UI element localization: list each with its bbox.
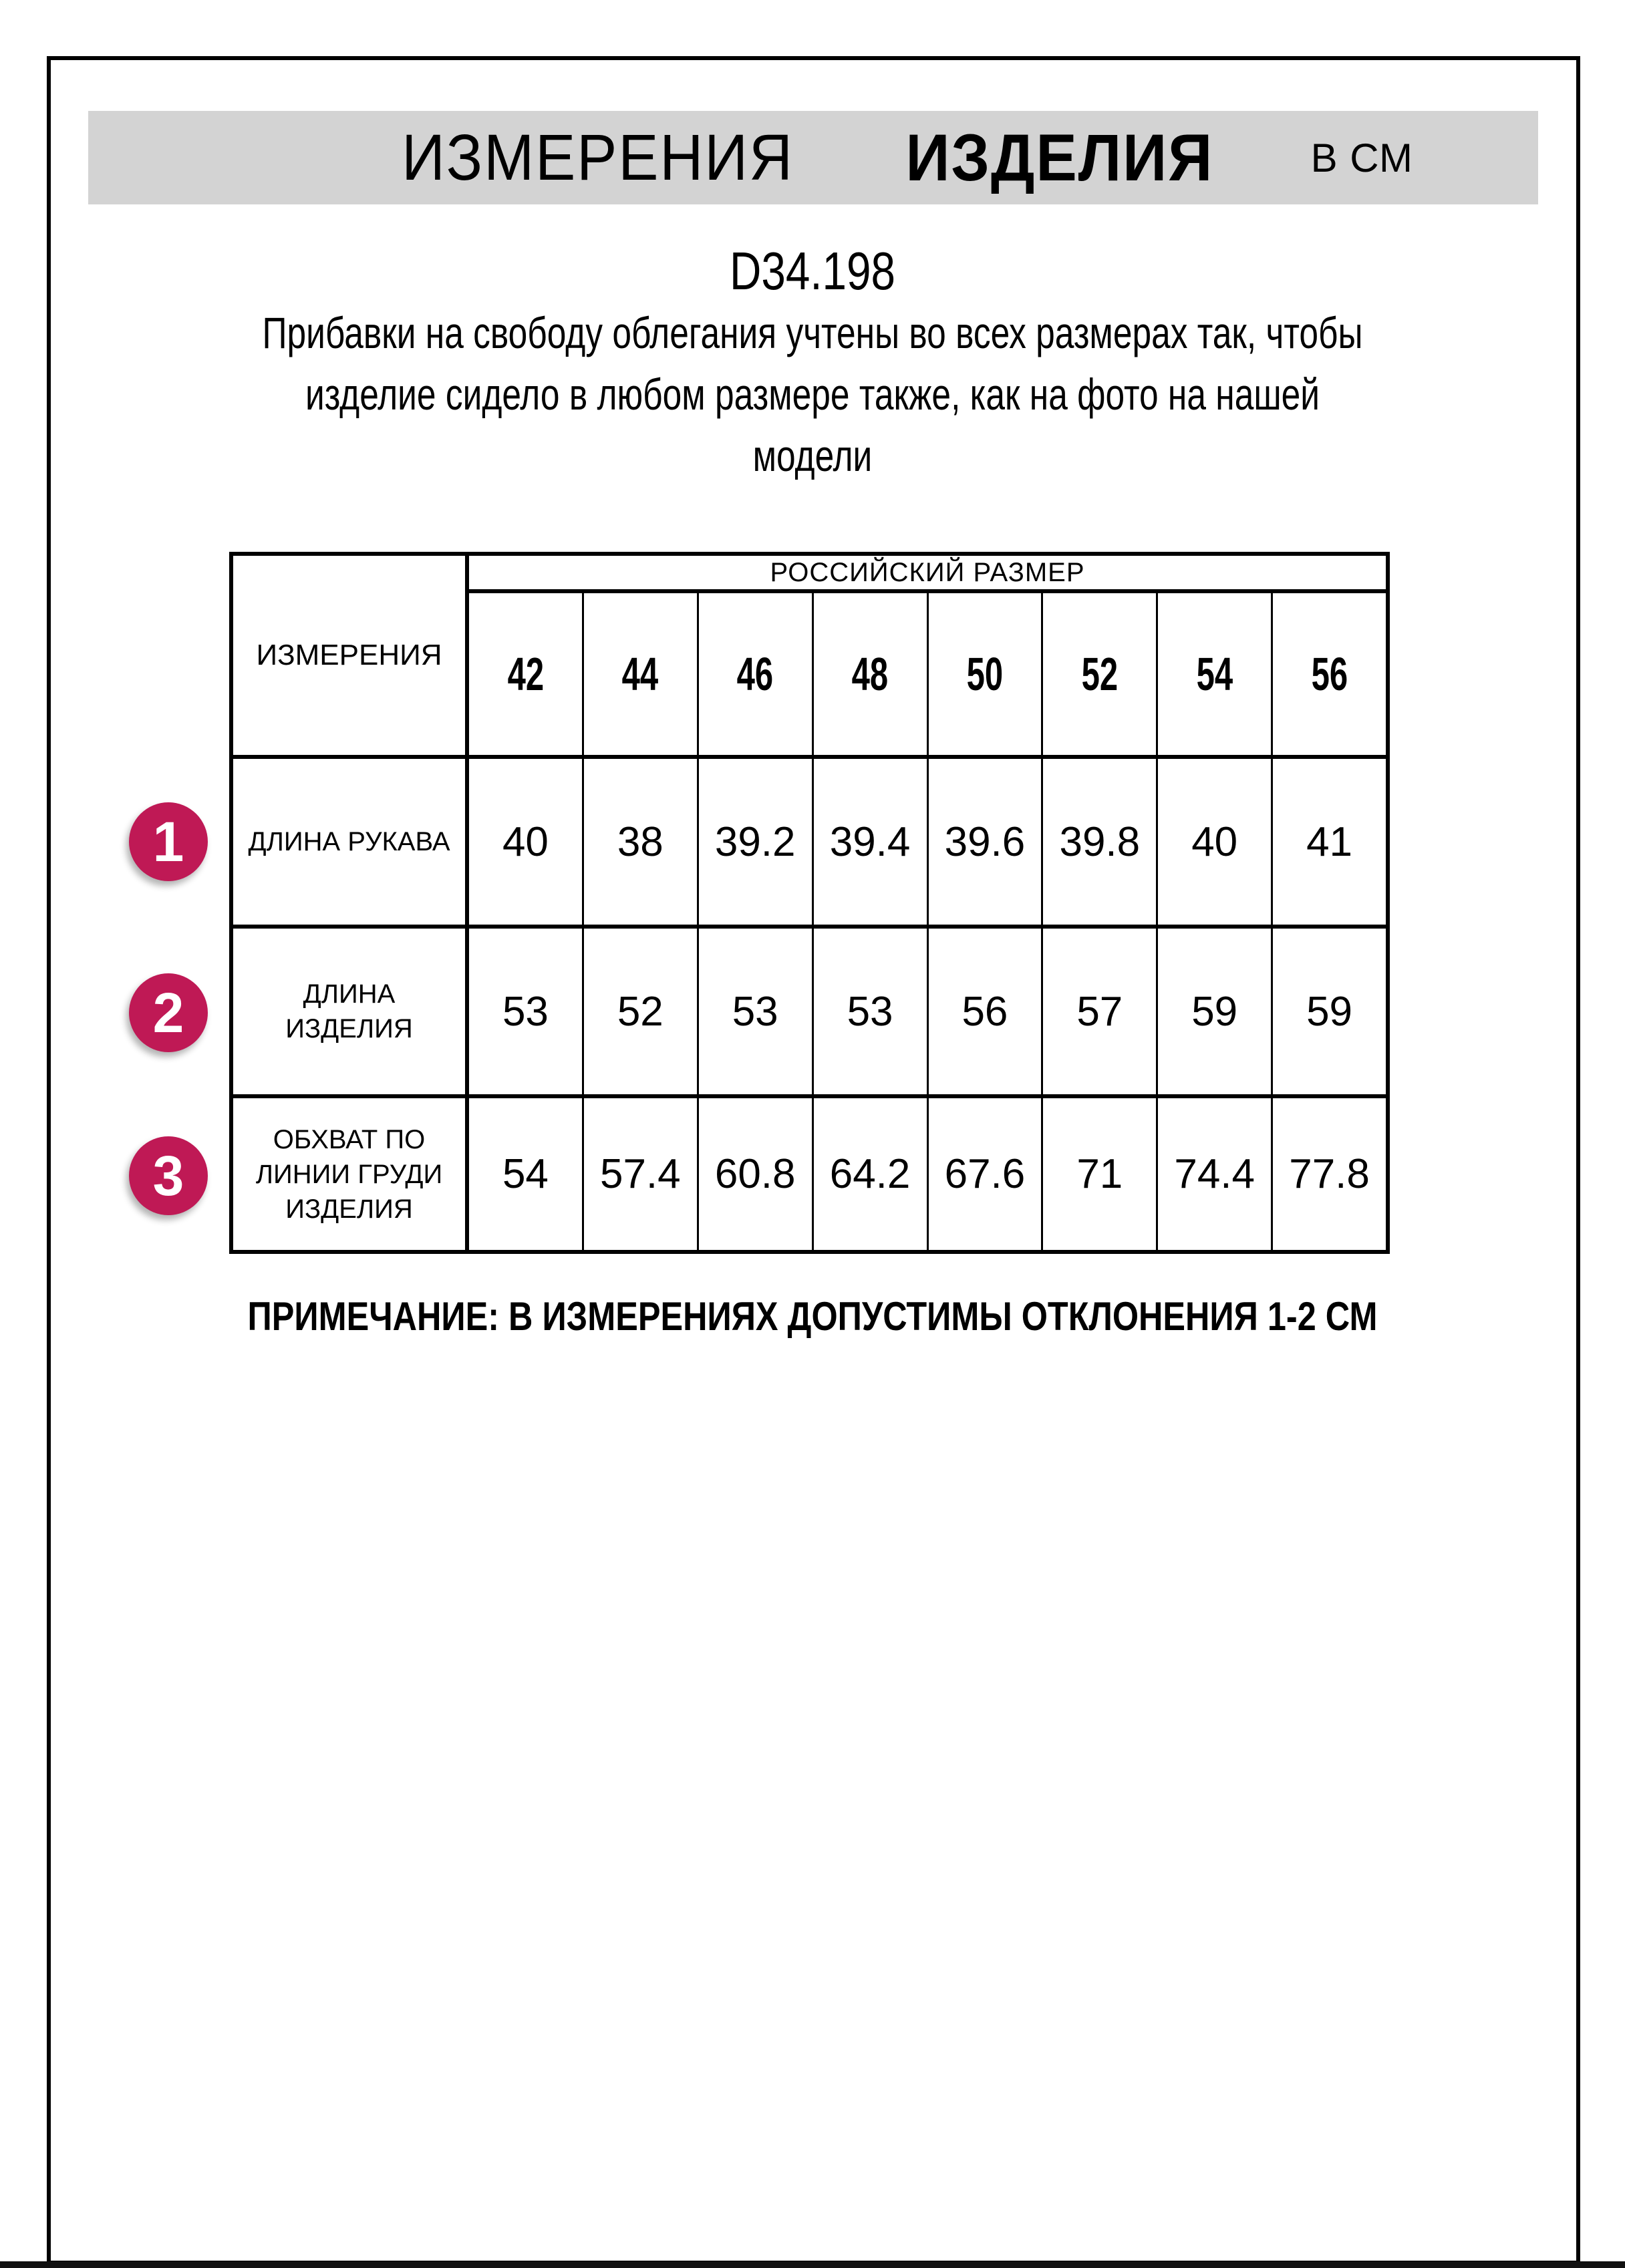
row-label-garment-length: ДЛИНА ИЗДЕЛИЯ xyxy=(233,929,467,1094)
size-column-header: 48 xyxy=(814,593,927,755)
table-value: 40 xyxy=(1158,759,1271,925)
table-value: 39.6 xyxy=(929,759,1042,925)
size-column-header: 46 xyxy=(699,593,812,755)
table-value: 54 xyxy=(469,1098,582,1250)
table-value: 71 xyxy=(1043,1098,1156,1250)
table-value: 77.8 xyxy=(1273,1098,1386,1250)
size-column-header: 42 xyxy=(469,593,582,755)
table-value: 57 xyxy=(1043,929,1156,1094)
table-value: 53 xyxy=(699,929,812,1094)
table-value: 57.4 xyxy=(584,1098,697,1250)
row-label-chest-girth: ОБХВАТ ПО ЛИНИИ ГРУДИ ИЗДЕЛИЯ xyxy=(233,1098,467,1250)
table-value: 59 xyxy=(1273,929,1386,1094)
table-value: 60.8 xyxy=(699,1098,812,1250)
size-column-header: 50 xyxy=(929,593,1042,755)
fit-description xyxy=(179,302,1447,486)
table-value: 41 xyxy=(1273,759,1386,925)
table-value: 74.4 xyxy=(1158,1098,1271,1250)
size-column-header: 54 xyxy=(1158,593,1271,755)
title-word-product: ИЗДЕЛИЯ xyxy=(905,120,1214,194)
size-column-header: 52 xyxy=(1043,593,1156,755)
table-value: 52 xyxy=(584,929,697,1094)
table-value: 39.8 xyxy=(1043,759,1156,925)
title-word-measurements: ИЗМЕРЕНИЯ xyxy=(402,121,794,194)
table-size-group-header: РОССИЙСКИЙ РАЗМЕР xyxy=(469,556,1386,589)
size-column-header: 44 xyxy=(584,593,697,755)
measurements-table xyxy=(229,552,1390,1254)
fit-description-line: изделие сидело в любом размере также, как на фото на нашей xyxy=(305,369,1320,419)
fit-description-line: модели xyxy=(752,431,873,480)
tolerance-note: ПРИМЕЧАНИЕ: В ИЗМЕРЕНИЯХ ДОПУСТИМЫ ОТКЛОНЕНИЯ 1-2 СМ xyxy=(247,1294,1378,1339)
measurement-badge-3: 3 xyxy=(129,1136,208,1215)
product-code: D34.198 xyxy=(729,241,896,301)
table-value: 56 xyxy=(929,929,1042,1094)
fit-description-line: Прибавки на свободу облегания учтены во всех размерах так, чтобы xyxy=(262,308,1363,357)
table-value: 40 xyxy=(469,759,582,925)
table-value: 64.2 xyxy=(814,1098,927,1250)
title-band xyxy=(88,111,1538,204)
table-value: 38 xyxy=(584,759,697,925)
table-value: 39.2 xyxy=(699,759,812,925)
table-value: 53 xyxy=(469,929,582,1094)
table-value: 53 xyxy=(814,929,927,1094)
row-label-sleeve-length: ДЛИНА РУКАВА xyxy=(233,759,467,925)
table-corner-label: ИЗМЕРЕНИЯ xyxy=(233,556,467,755)
page-bottom-edge xyxy=(0,2261,1625,2268)
table-value: 39.4 xyxy=(814,759,927,925)
table-value: 59 xyxy=(1158,929,1271,1094)
title-unit-label: В СМ xyxy=(1310,135,1413,180)
measurement-badge-1: 1 xyxy=(129,802,208,881)
table-value: 67.6 xyxy=(929,1098,1042,1250)
size-column-header: 56 xyxy=(1273,593,1386,755)
measurement-badge-2: 2 xyxy=(129,973,208,1052)
